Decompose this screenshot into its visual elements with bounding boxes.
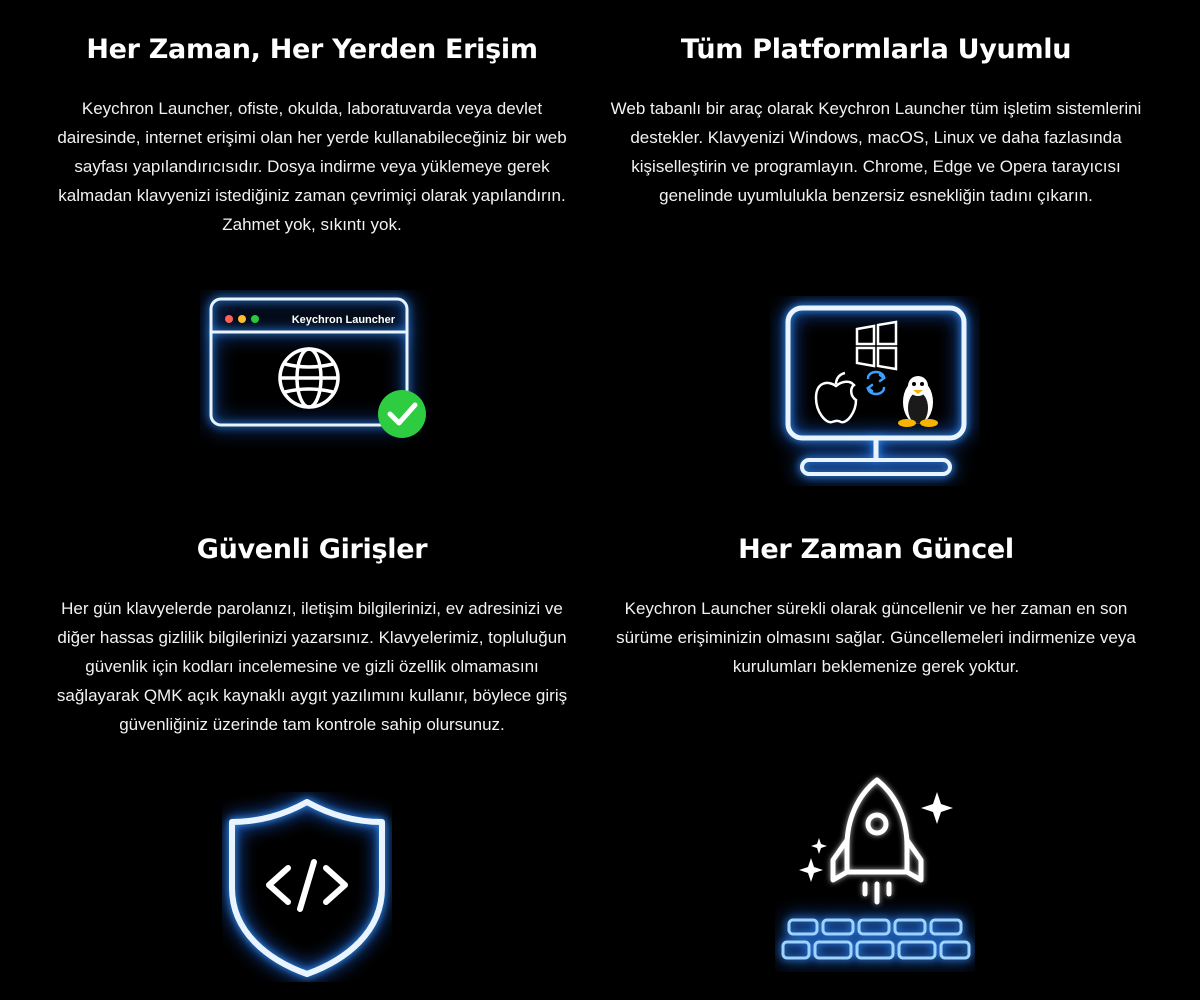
shield-code-icon	[222, 792, 392, 982]
window-dot-yellow	[238, 315, 246, 323]
window-dot-green	[251, 315, 259, 323]
browser-window-globe-check-icon	[200, 290, 440, 450]
feature-title: Her Zaman, Her Yerden Erişim	[86, 34, 538, 65]
feature-card-platforms	[596, 30, 1156, 210]
feature-description: Keychron Launcher sürekli olarak güncellenir ve her zaman en son sürüme erişiminizin olmasını sağlar. Güncellemeleri indirmenize veya kurulumları beklemenize gerek yoktur.	[616, 599, 1136, 676]
windows-logo-icon	[857, 322, 896, 369]
rocket-icon	[833, 780, 921, 902]
check-badge-icon	[378, 390, 426, 438]
apple-logo-icon	[816, 373, 856, 422]
feature-title: Tüm Platformlarla Uyumlu	[680, 34, 1072, 65]
sparkle-icon	[799, 792, 953, 882]
code-brackets-icon	[269, 862, 345, 909]
rocket-keyboard-icon	[775, 772, 975, 972]
feature-description: Keychron Launcher, ofiste, okulda, laboratuvarda veya devlet dairesinde, internet erişimi olan her yerde kullanabileceğiniz bir web sayfası yapılandırıcısıdır. Dosya indirme veya yüklemeye gerek kalmadan klavyenizi istediğiniz zaman çevrimiçi olarak yapılandırın. Zahmet yok, sıkıntı yok.	[57, 99, 567, 234]
window-dot-red	[225, 315, 233, 323]
window-title: Keychron Launcher	[291, 314, 395, 326]
sync-arrows-icon	[868, 372, 884, 394]
feature-title: Her Zaman Güncel	[738, 534, 1014, 565]
linux-tux-icon	[898, 376, 938, 427]
feature-description: Web tabanlı bir araç olarak Keychron Launcher tüm işletim sistemlerini destekler. Klavyenizi Windows, macOS, Linux ve daha fazlasında kişiselleştirin ve programlayın. Chrome, Edge ve Opera tarayıcısı genelinde uyumlulukla benzersiz esnekliğin tadını çıkarın.	[610, 99, 1142, 205]
globe-icon	[280, 349, 338, 407]
keyboard-keys-icon	[783, 920, 969, 958]
feature-title: Güvenli Girişler	[196, 534, 428, 565]
feature-card-secure	[32, 530, 592, 739]
monitor-os-icons-icon	[770, 296, 980, 486]
feature-description: Her gün klavyelerde parolanızı, iletişim bilgilerinizi, ev adresinizi ve diğer hassas gizlilik bilgilerinizi yazarsınız. Klavyelerimiz, topluluğun güvenlik için kodları incelemesine ve gizli özellik olmamasını sağlayarak QMK açık kaynaklı aygıt yazılımını kullanır, böylece giriş güvenliğiniz üzerinde tam kontrole sahip olursunuz.	[56, 599, 568, 734]
feature-card-updated	[596, 530, 1156, 681]
feature-card-access	[32, 30, 592, 239]
